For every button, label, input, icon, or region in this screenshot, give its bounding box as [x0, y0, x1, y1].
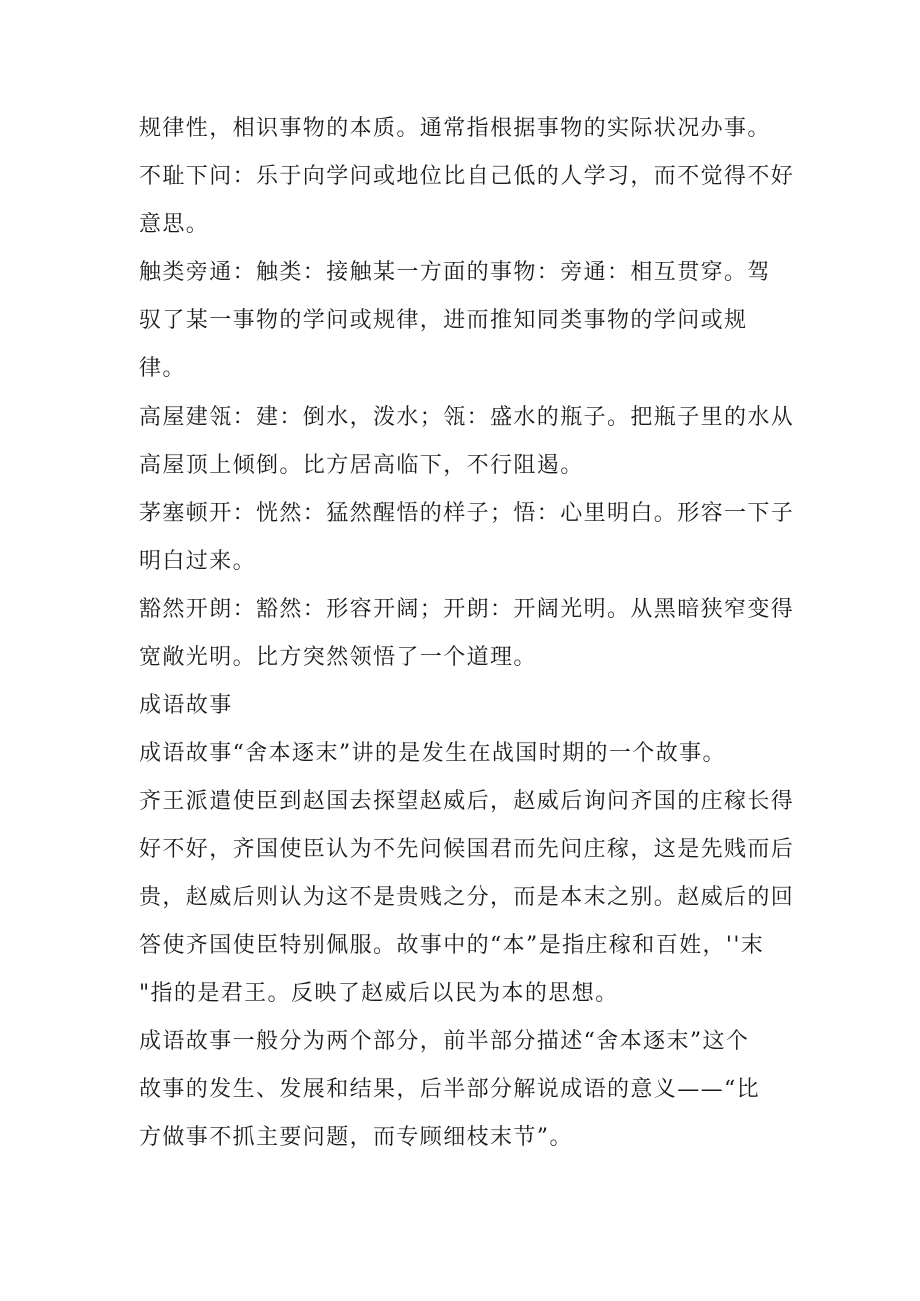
text-line: 高屋建瓴：建：倒水，泼水；瓴：盛水的瓶子。把瓶子里的水从: [139, 405, 795, 430]
section-heading: 成语故事: [139, 693, 233, 718]
text-line: "指的是君王。反映了赵威后以民为本的思想。: [139, 981, 619, 1006]
text-line: 触类旁通：触类：接触某一方面的事物：旁通：相互贯穿。驾: [139, 260, 771, 285]
text-line: 方做事不抓主要问题，而专顾细枝末节”。: [139, 1125, 573, 1150]
text-line: 豁然开朗：豁然：形容开阔；开朗：开阔光明。从黑暗狭窄变得: [139, 597, 795, 622]
text-line: 故事的发生、发展和结果，后半部分解说成语的意义——“比: [139, 1077, 761, 1102]
text-line: 贵，赵威后则认为这不是贵贱之分，而是本末之别。赵威后的回: [139, 885, 795, 910]
text-line: 意思。: [139, 212, 210, 237]
text-line: 齐王派遣使臣到赵国去探望赵威后，赵威后询问齐国的庄稼长得: [139, 789, 795, 814]
text-line: 律。: [139, 356, 186, 381]
text-line: 宽敞光明。比方突然领悟了一个道理。: [139, 645, 537, 670]
text-line: 成语故事一般分为两个部分，前半部分描述“舍本逐末”这个: [139, 1029, 750, 1054]
text-line: 好不好，齐国使臣认为不先问候国君而先问庄稼，这是先贱而后: [139, 837, 795, 862]
text-line: 不耻下问：乐于向学问或地位比自己低的人学习，而不觉得不好: [139, 164, 795, 189]
text-line: 成语故事“舍本逐末”讲的是发生在战国时期的一个故事。: [139, 741, 726, 766]
text-line: 答使齐国使臣特别佩服。故事中的“本”是指庄稼和百姓，''末: [139, 933, 765, 958]
text-line: 明白过来。: [139, 549, 257, 574]
text-line: 驭了某一事物的学问或规律，进而推知同类事物的学问或规: [139, 308, 748, 333]
text-line: 高屋顶上倾倒。比方居高临下，不行阻遏。: [139, 453, 584, 478]
text-line: 茅塞顿开：恍然：猛然醒悟的样子；悟：心里明白。形容一下子: [139, 501, 795, 526]
text-line: 规律性，相识事物的本质。通常指根据事物的实际状况办事。: [139, 116, 771, 141]
